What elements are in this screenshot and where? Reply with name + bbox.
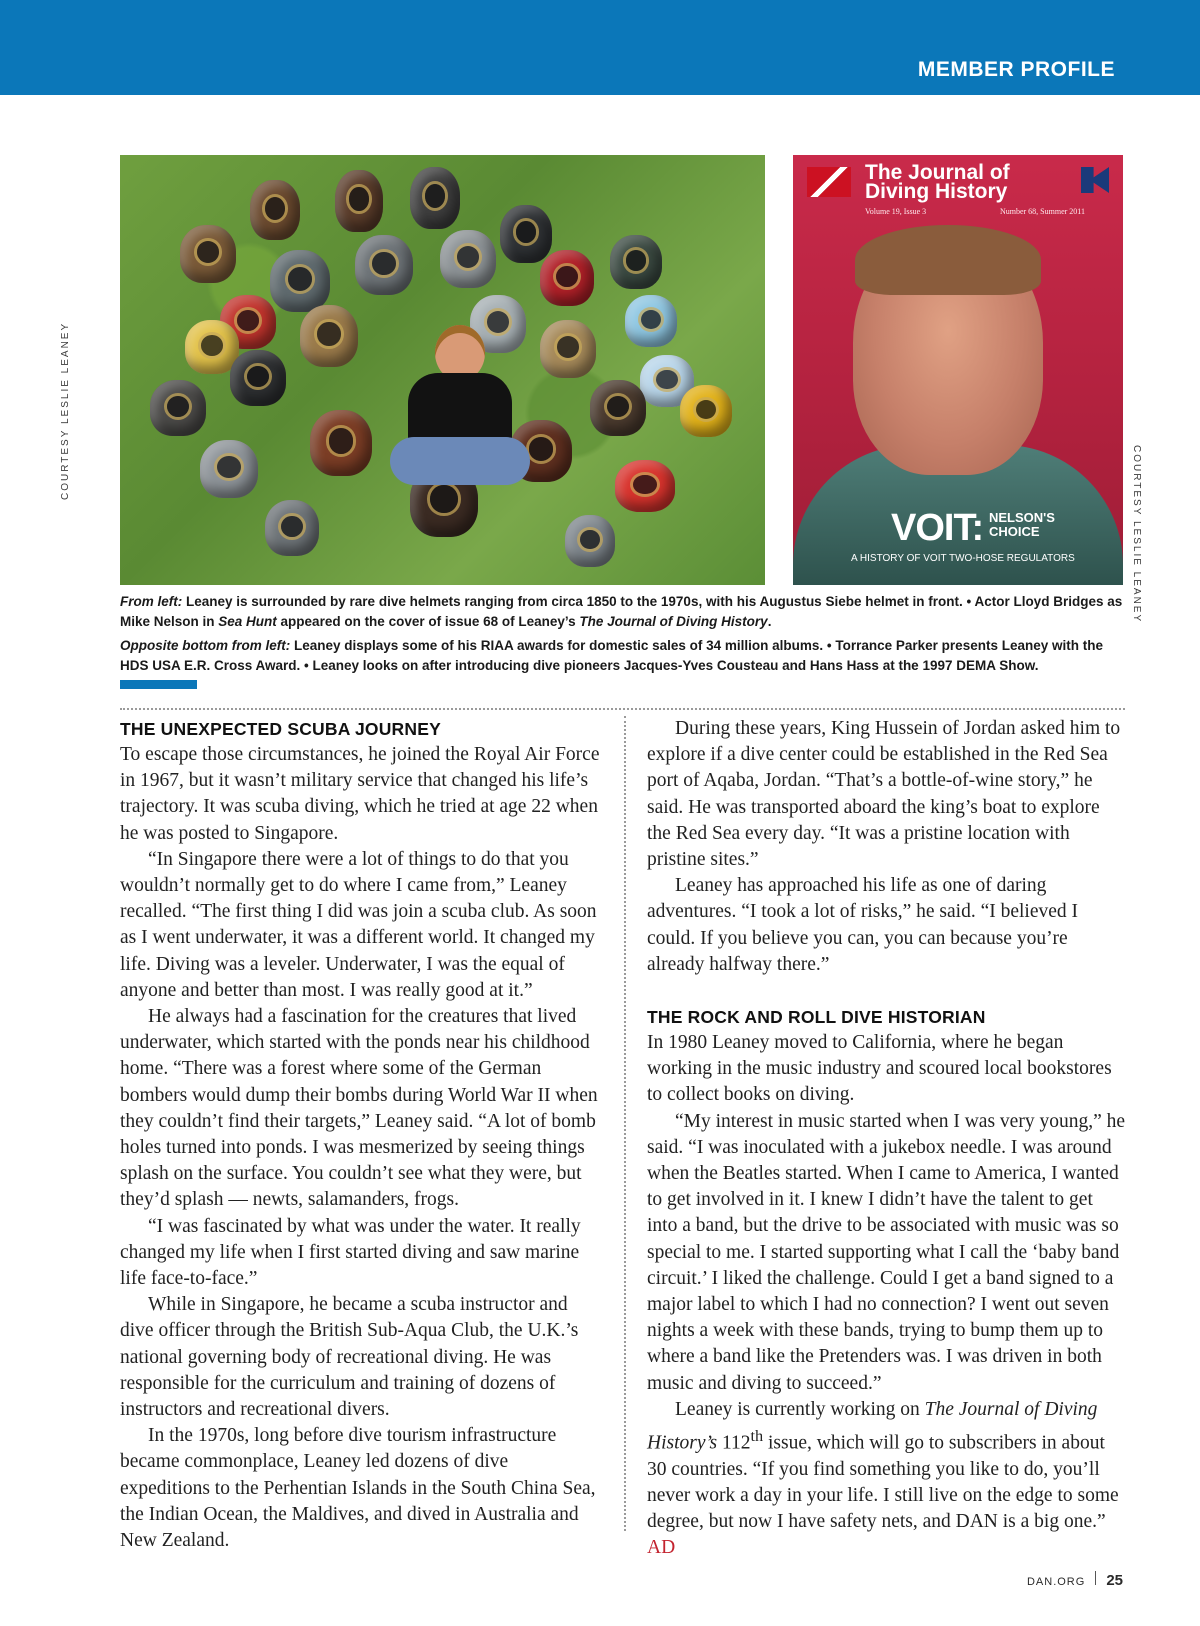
paragraph: “My interest in music started when I was very young,” he said. “I was inoculated with a jukebox needle. I was around when the Beatles started. When I came to America, I wanted to get involved in it. I knew I didn’t have the talent to get into a band, but the drive to be associated with music was so special to me. I started supporting what I call the ‘baby band circuit.’ I liked the challenge. Could I get a band signed to a major label to which I had no connection? I went out seven nights a week with these bands, trying to bump them up to where a band like the Pretenders was. I was driven in both music and diving to succeed.” xyxy=(647,1110,1126,1394)
photo-caption: From left: Leaney is surrounded by rare dive helmets ranging from circa 1850 to the 1970s, with his Augustus Siebe helmet in front. • Actor Lloyd Bridges as Mike Nelson in Sea Hunt appeared on the cover of issue 68 of Leaney’s The Journal of Diving History. xyxy=(120,594,1123,629)
photo-caption-opposite: Opposite bottom from left: Leaney displays some of his RIAA awards for domestic sales of 34 million albums. • Torrance Parker presents Leaney with the HDS USA E.R. Cross Award. • Leaney looks on after introducing dive pioneers Jacques-Yves Cousteau and Hans Hass at the 1997 DEMA Show. xyxy=(120,638,1103,673)
section-heading: THE ROCK AND ROLL DIVE HISTORIAN xyxy=(647,1007,986,1028)
paragraph: In 1980 Leaney moved to California, where he began working in the music industry and scoured local bookstores to collect books on diving. xyxy=(647,1032,1112,1106)
end-mark: AD xyxy=(647,1537,676,1559)
article-column-right xyxy=(647,716,1125,1562)
paragraph: While in Singapore, he became a scuba instructor and dive officer through the British Sub-Aqua Club, the U.K.’s national governing body of recreational diving. He was responsible for the curriculum and training of dozens of instructors and recreational divers. xyxy=(120,1294,579,1421)
paragraph: “I was fascinated by what was under the water. It really changed my life when I first started diving and saw marine life face-to-face.” xyxy=(120,1215,581,1290)
column-divider xyxy=(624,716,626,1531)
journal-cover-photo xyxy=(793,155,1123,585)
page-number: 25 xyxy=(1106,1572,1123,1589)
cover-headline-small: NELSON'S CHOICE xyxy=(989,510,1055,539)
paragraph: To escape those circumstances, he joined the Royal Air Force in 1967, but it wasn’t military service that changed his life’s trajectory. It was scuba diving, which he tried at age 22 when he was posted to Singapore. xyxy=(120,744,600,844)
paragraph: Leaney has approached his life as one of daring adventures. “I took a lot of risks,” he said. “I believed I could. If you believe you can, you can because you’re already halfway there.” xyxy=(647,875,1079,975)
photo-credit-left: COURTESY LESLIE LEANEY xyxy=(60,321,71,500)
footer-site: DAN.ORG xyxy=(1026,1576,1086,1588)
paragraph: During these years, King Hussein of Jordan asked him to explore if a dive center could be established in the Red Sea port of Aqaba, Jordan. “That’s a bottle-of-wine story,” he said. He was transported aboard the king’s boat to explore the Red Sea every day. “It was a pristine location with pristine sites.” xyxy=(647,718,1121,871)
photo-credit-right: COURTESY LESLIE LEANEY xyxy=(1131,445,1142,624)
paragraph: Leaney is currently working on The Journal of Diving History’s 112th issue, which will go to subscribers in about 30 countries. “If you find something you like to do, you’ll never work a day in your life. I still live on the edge to some degree, but now I have safety nets, and DAN is a big one.” AD xyxy=(647,1398,1119,1559)
paragraph: “In Singapore there were a lot of things to do that you wouldn’t normally get to do where I came from,” Leaney recalled. “The first thing I did was join a scuba club. As soon as I went underwater, it was a different world. It changed my life. Diving was a leveler. Underwater, I was the equal of anyone and better than most. I was really good at it.” xyxy=(120,848,597,1001)
cover-title: The Journal of Diving History xyxy=(865,161,1010,203)
leaney-seated-figure xyxy=(390,325,530,495)
dive-flag-icon xyxy=(807,167,851,197)
helmet-collection-photo xyxy=(120,155,765,585)
page-footer xyxy=(1027,1571,1123,1589)
journal-logo-icon xyxy=(1081,167,1109,193)
section-label: MEMBER PROFILE xyxy=(917,58,1115,81)
paragraph: In the 1970s, long before dive tourism infrastructure became commonplace, Leaney led dozens of dive expeditions to the Perhentian Islands in the South China Sea, the Indian Ocean, the Maldives, and dived in Australia and New Zealand. xyxy=(120,1425,596,1552)
article-column-left xyxy=(120,716,600,1554)
accent-bar xyxy=(120,680,197,689)
section-heading: THE UNEXPECTED SCUBA JOURNEY xyxy=(120,719,441,739)
paragraph: He always had a fascination for the creatures that lived underwater, which started with the ponds near his childhood home. “There was a forest where some of the German bombers would dump their bombs during World War II when they couldn’t find their targets,” Leaney said. “A lot of bomb holes turned into ponds. I was mesmerized by seeing things splash on the surface. You couldn’t see what they were, but they’d splash — newts, salamanders, frogs. xyxy=(120,1006,598,1211)
cover-headline: VOIT: xyxy=(891,507,984,549)
cover-issue-line: Volume 19, Issue 3 Number 68, Summer 2011 xyxy=(865,207,1085,216)
divider-rule xyxy=(120,708,1125,710)
cover-subhead: A HISTORY OF VOIT TWO-HOSE REGULATORS xyxy=(851,553,1075,564)
